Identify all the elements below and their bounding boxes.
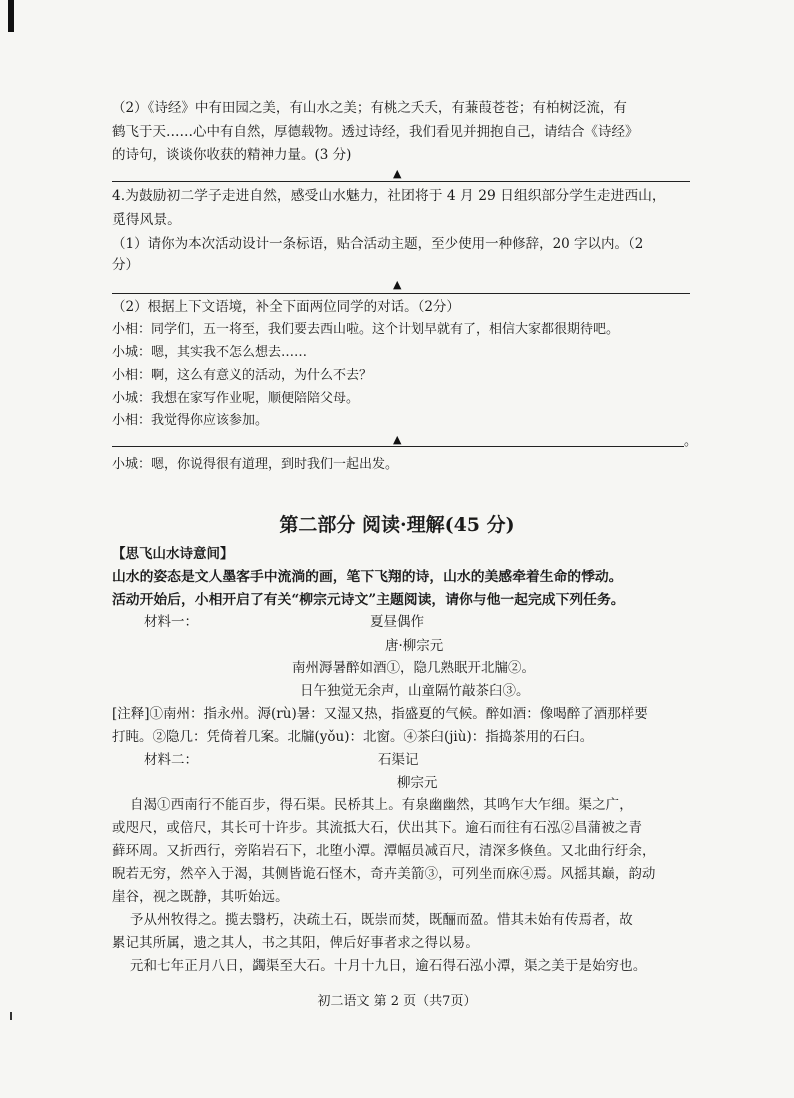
page-footer: 初二语文 第 2 页（共7页） (317, 994, 477, 1009)
question4-sub1-line-1: （1）请你为本次活动设计一条标语，贴合活动主题，至少使用一种修辞，20 字以内。（2 (112, 236, 644, 252)
dialogue-line-4: 小城：我想在家写作业呢，顺便陪陪父母。 (112, 391, 360, 406)
question4-line-1: 4.为鼓励初二学子走进自然，感受山水魅力，社团将于 4 月 29 日组织部分学生走进西山， (112, 188, 666, 204)
section-intro-line-2: 活动开始后，小相开启了有关“柳宗元诗文”主题阅读，请你与他一起完成下列任务。 (112, 592, 625, 608)
answer-marker: ▲ (393, 433, 402, 446)
answer-line-1[interactable] (112, 181, 690, 182)
poetry-question-line-3: 的诗句，谈谈你收获的精神力量。(3 分) (112, 147, 352, 163)
material2-para-line-1: 自渴①西南行不能百步，得石渠。民桥其上。有泉幽幽然，其鸣乍大乍细。渠之广， (130, 798, 633, 813)
poetry-question-line-1: （2）《诗经》中有田园之美，有山水之美；有桃之夭夭，有蒹葭苍苍；有柏树泛流，有 (112, 100, 627, 116)
dialogue-line-2: 小城：嗯，其实我不怎么想去…… (112, 345, 308, 360)
question4-sub1-line-2: 分） (112, 257, 139, 273)
dialogue-line-6: 小城：嗯，你说得很有道理，到时我们一起出发。 (112, 457, 399, 472)
material1-notes-line-1: [注释]①南州：指永州。溽(rù)暑：又湿又热，指盛夏的气候。醉如酒：像喝醉了酒那样要 (112, 706, 648, 722)
material2-para-line-4: 睨若无穷，然卒入于渴，其侧皆诡石怪木，奇卉美箭③，可列坐而庥④焉。风摇其巅，韵动 (112, 867, 656, 882)
material1-label: 材料一： (144, 614, 198, 630)
section-subtitle: 【思飞山水诗意间】 (112, 546, 234, 562)
material2-para-line-2: 或咫尺，或倍尺，其长可十许步。其流抵大石，伏出其下。逾石而往有石泓②昌蒲被之青 (112, 821, 643, 836)
section-intro-line-1: 山水的姿态是文人墨客手中流淌的画，笔下飞翔的诗，山水的美感牵着生命的悸动。 (112, 569, 623, 585)
dialogue-line-1: 小相：同学们，五一将至，我们要去西山啦。这个计划早就有了，相信大家都很期待吧。 (112, 322, 620, 337)
material2-para-line-3: 藓环周。又折西行，旁陷岩石下，北堕小潭。潭幅员减百尺，清深多倏鱼。又北曲行纡余， (112, 844, 656, 859)
poetry-question-line-2: 鹤飞于天……心中有自然，厚德载物。透过诗经，我们看见并拥抱自己，请结合《诗经》 (112, 124, 639, 140)
material2-title: 石渠记 (378, 752, 419, 768)
answer-marker: ▲ (393, 167, 402, 180)
question4-sub2-intro: （2）根据上下文语境，补全下面两位同学的对话。（2分） (112, 299, 460, 315)
answer-line-period: 。 (684, 434, 698, 449)
material1-poem-line-2: 日午独觉无余声，山童隔竹敲茶臼③。 (300, 683, 530, 699)
dialogue-line-5: 小相：我觉得你应该参加。 (112, 413, 269, 428)
material1-author: 唐·柳宗元 (385, 638, 444, 654)
answer-line-2[interactable] (112, 293, 690, 294)
material1-title: 夏昼偶作 (370, 614, 424, 630)
question4-line-2: 觅得风景。 (112, 212, 181, 228)
material2-author: 柳宗元 (397, 775, 438, 791)
material2-para-line-8: 元和七年正月八日，蠲渠至大石。十月十九日，逾石得石泓小潭，渠之美于是始穷也。 (130, 959, 647, 974)
material1-notes-line-2: 打盹。②隐几：凭倚着几案。北牖(yǒu)：北窗。④茶臼(jiù)：指捣茶用的石臼。 (112, 729, 594, 745)
material1-poem-line-1: 南州溽暑醉如酒①，隐几熟眠开北牖②。 (292, 660, 535, 676)
material2-para-line-5: 崖谷，视之既静，其听始远。 (112, 890, 289, 905)
dialogue-answer-line[interactable] (112, 446, 684, 447)
dialogue-line-3: 小相：啊，这么有意义的活动，为什么不去？ (112, 368, 373, 383)
material2-para-line-6: 予从州牧得之。揽去翳朽，决疏土石，既崇而焚，既酾而盈。惜其未始有传焉者，故 (130, 913, 633, 928)
material2-para-line-7: 累记其所属，遗之其人，书之其阳，俾后好事者求之得以易。 (112, 936, 479, 951)
section-title: 第二部分 阅读·理解(45 分) (279, 514, 515, 536)
answer-marker: ▲ (393, 278, 402, 291)
material2-label: 材料二： (144, 752, 198, 768)
